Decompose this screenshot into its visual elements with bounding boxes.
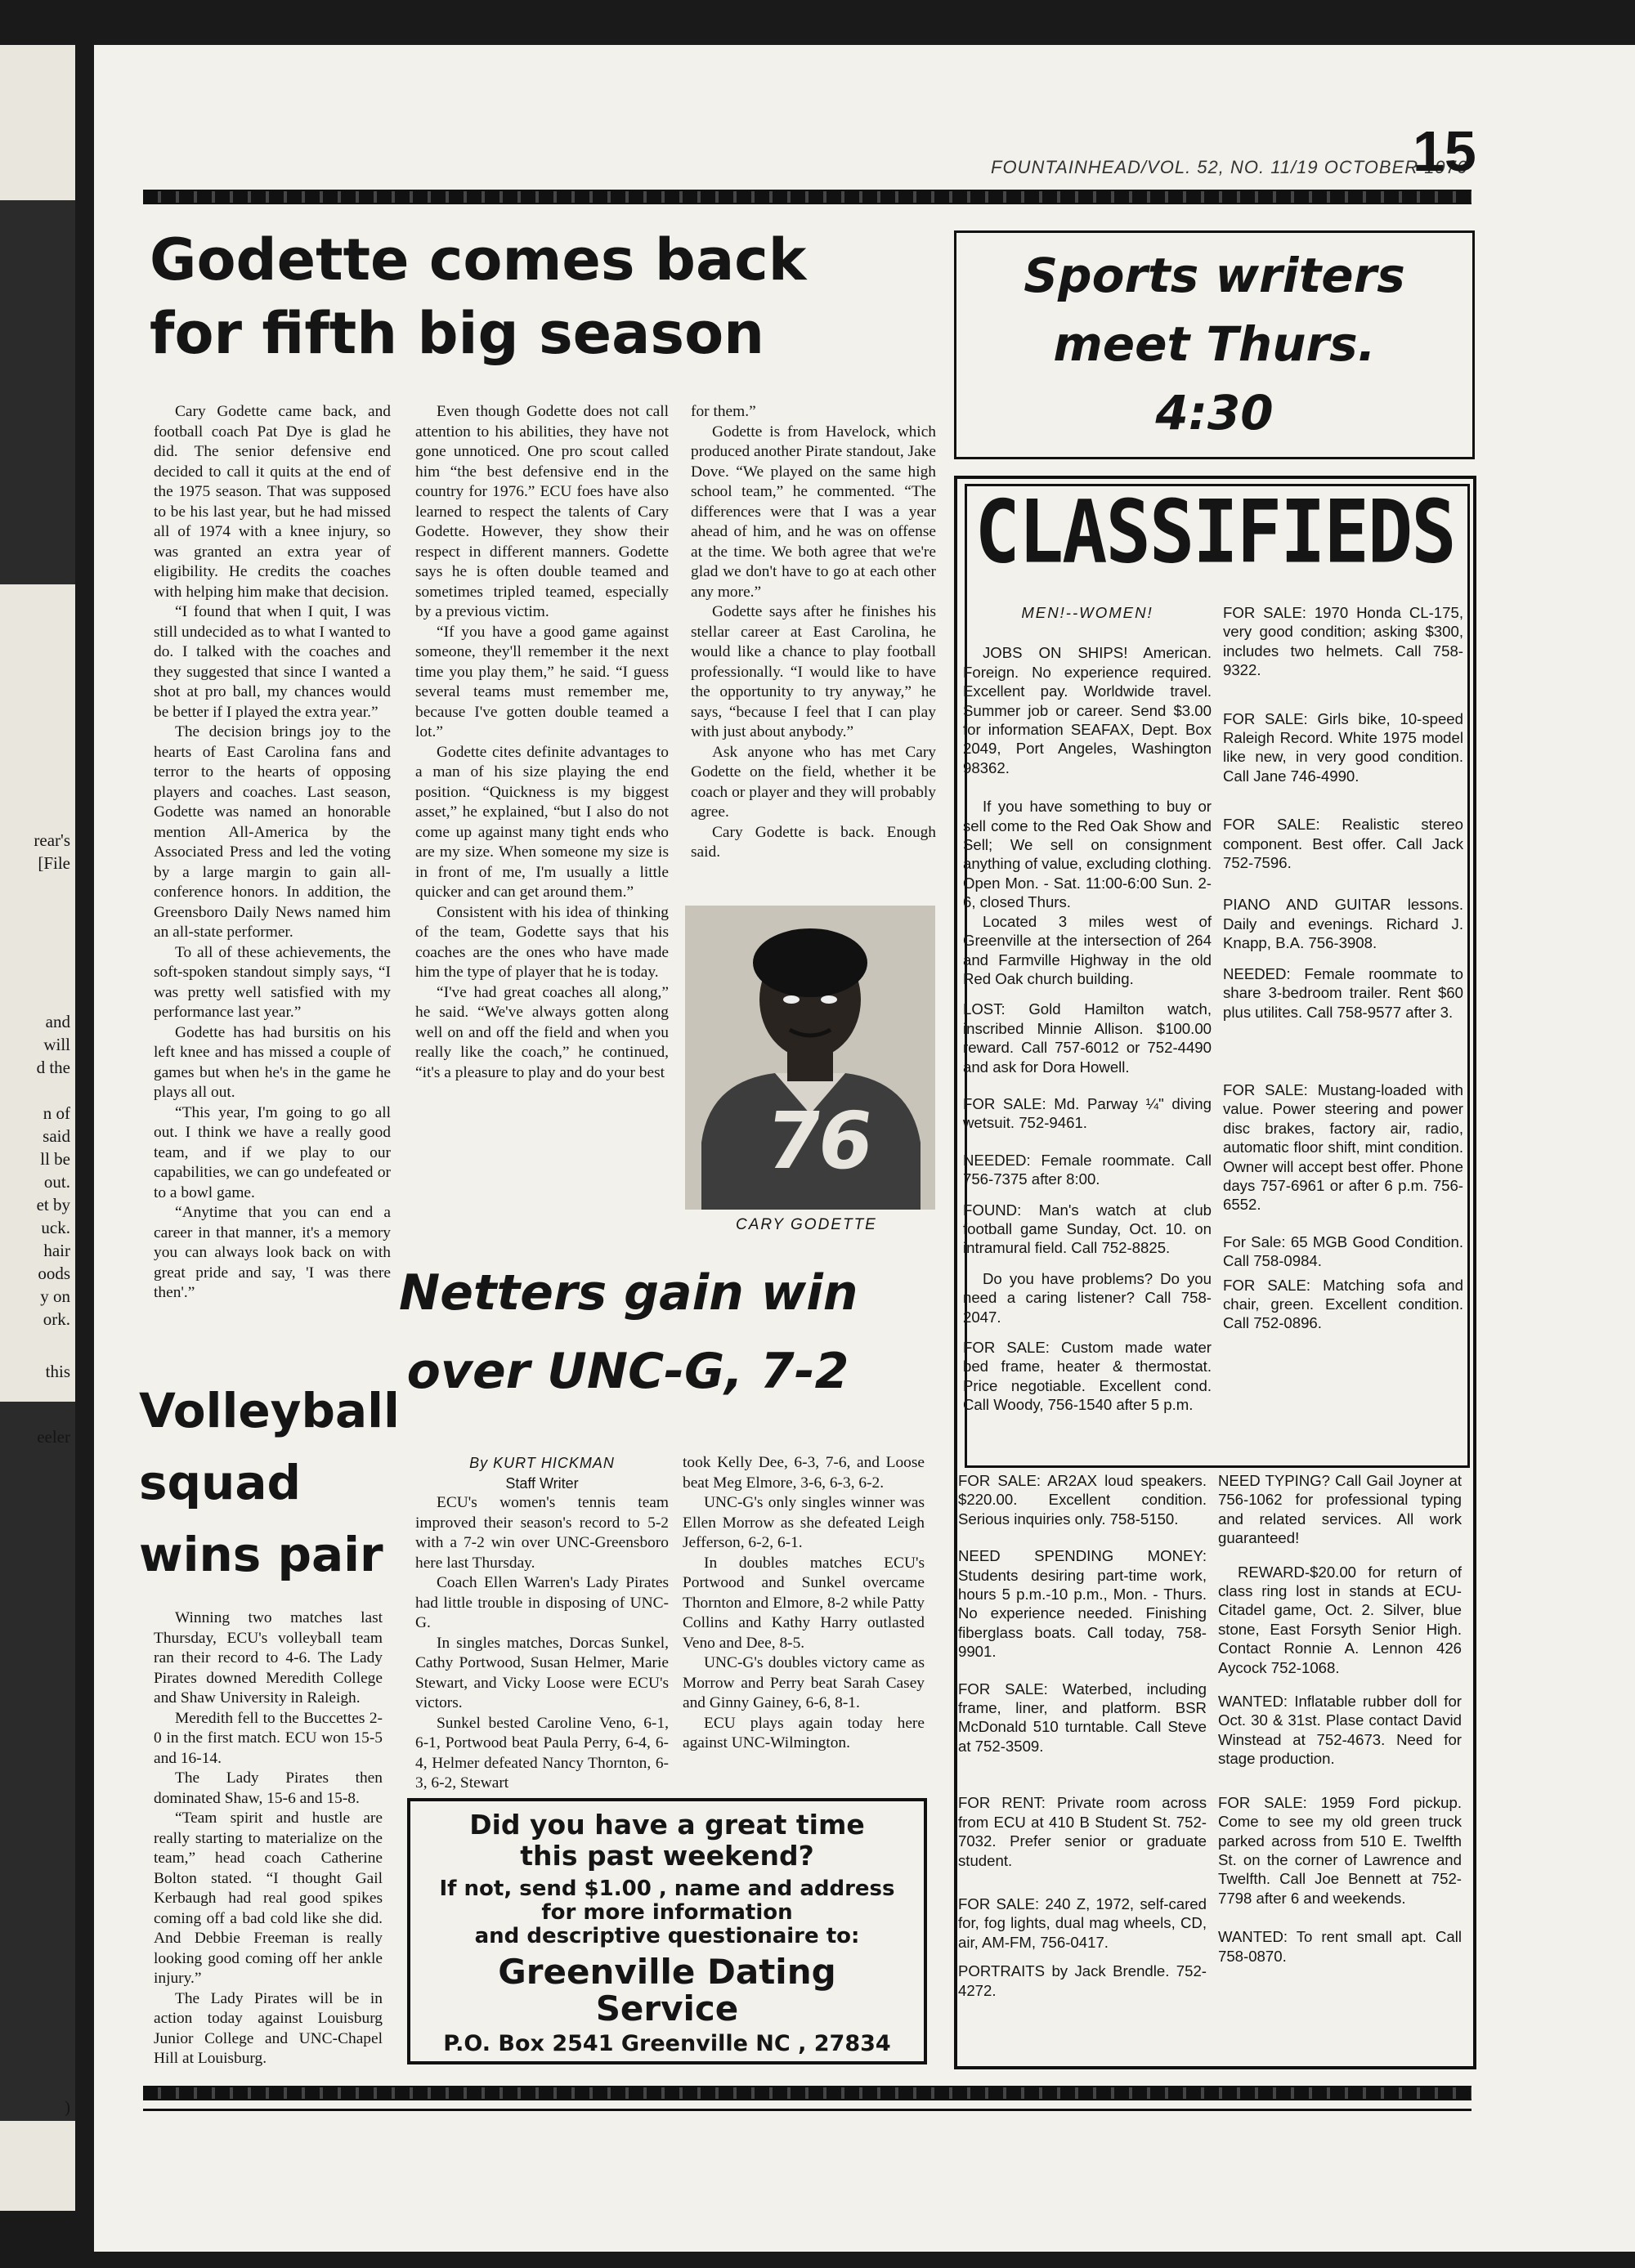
paragraph: ECU's women's tennis team improved their season's record to 5-2 with a 7-2 win over UNC-Greensboro here last Thursday. [415,1494,669,1572]
classified-ad: NEED TYPING? Call Gail Joyner at 756-1062 for professional typing and related services. All work guaranteed! [1218,1472,1462,1547]
classifieds-title: CLASSIFIEDS [974,481,1455,583]
paragraph: Ask anyone who has met Cary Godette on the field, whether it be coach or player and they will probably agree. [691,743,936,821]
volleyball-headline-line1: Volleyball [139,1383,400,1438]
photo-caption: CARY GODETTE [736,1216,877,1233]
classifieds-right-column [1223,603,1463,1333]
godette-column-2 [415,402,669,1083]
classified-ad: NEED SPENDING MONEY: Students desiring part-time work, hours 5 p.m.-10 p.m., Mon. - Thurs. No experience needed. Finishing fiberglass boats. Call today, 758-9901. [958,1547,1207,1661]
dating-line3: If not, send $1.00 , name and address [439,1877,895,1901]
previous-page-strip [0,45,75,2211]
classified-ad: NEEDED: Female roommate. Call 756-7375 after 8:00. [963,1151,1212,1188]
paragraph: for them.” [691,403,756,420]
volleyball-headline-line2: squad [139,1455,301,1510]
paragraph: Even though Godette does not call attention to his abilities, they have not gone unnoticed. One pro scout called him “the best defensive end in the country for 1976.” ECU foes have also learned to respect the talents of Cary Godette. However, they show their respect in different manners. Godette says he is often double teamed and sometimes tripled teamed, especially by a previous victim. [415,403,669,620]
classified-ad: FOUND: Man's watch at club football game Sunday, Oct. 10. on intramural field. Call 752-8825. [963,1201,1212,1257]
classified-ad: FOR SALE: Girls bike, 10-speed Raleigh Record. White 1975 model like new, in very good condition. Call Jane 746-4990. [1223,709,1463,785]
classified-ad: FOR SALE: Waterbed, including frame, liner, and platform. BSR McDonald 510 turntable. Call Steve at 752-3509. [958,1680,1207,1755]
classified-ad: JOBS ON SHIPS! American. Foreign. No experience required. Excellent pay. Worldwide travel. Summer job or career. Send $3.00 for information SEAFAX, Dept. Box 2049, Port Angeles, Washington 98362. [963,644,1212,776]
paragraph: Cary Godette is back. Enough said. [691,823,936,861]
classified-ad: FOR SALE: Mustang-loaded with value. Power steering and power disc brakes, factory air, radio, automatic floor shift, mint condition. Owner will accept best offer. Phone days 757-6961 or after 6 p.m. 756-6552. [1223,1080,1463,1214]
classifieds-lower-right-column [1218,1471,1462,1966]
paragraph: To all of these achievements, the soft-spoken standout simply says, “I was pretty well satisfied with my performance last year.” [154,943,391,1021]
classified-ad: FOR SALE: 240 Z, 1972, self-cared for, fog lights, dual mag wheels, CD, air, AM-FM, 756-0417. [958,1894,1207,1951]
paragraph: The decision brings joy to the hearts of East Carolina fans and terror to the hearts of opposing players and coaches. Last season, Godette was named an honorable mention All-America by the Associated Press and led the voting by a large margin to gain all-conference honors. In addition, the Greensboro Daily News named him an all-state performer. [154,723,391,941]
paragraph: ECU plays again today here against UNC-Wilmington. [683,1714,925,1751]
classified-ad: WANTED: Inflatable rubber doll for Oct. 30 & 31st. Plase contact David Winstead at 752-4673. Need for stage production. [1218,1693,1462,1768]
classified-ad: FOR SALE: AR2AX loud speakers. $220.00. Excellent condition. Serious inquiries only. 758-5150. [958,1472,1207,1528]
netters-column-1 [415,1453,669,1794]
classified-ad: FOR RENT: Private room across from ECU at 410 B Student St. 752-7032. Prefer senior or graduate student. [958,1794,1207,1869]
previous-page-photo-top [0,200,75,584]
paragraph: Godette has had bursitis on his left knee and has missed a couple of games but when he's in the game he plays all out. [154,1023,391,1101]
classified-ad: PORTRAITS by Jack Brendle. 752-4272. [958,1962,1207,1999]
classified-ad: PIANO AND GUITAR lessons. Daily and evenings. Richard J. Knapp, B.A. 756-3908. [1223,896,1463,952]
prev-frag: ) [65,2097,70,2117]
classified-ad: If you have something to buy or sell come to the Red Oak Show and Sell; We sell on consignment anything of value, excluding clothing. Open Mon. - Sat. 11:00-6:00 Sun. 2-6, closed Thurs. [963,798,1212,911]
paragraph: Coach Ellen Warren's Lady Pirates had little trouble in disposing of UNC-G. [415,1574,669,1631]
prev-frag: out. [43,1172,70,1192]
netters-column-2 [683,1453,925,1754]
classified-ad: FOR SALE: Matching sofa and chair, green. Excellent condition. Call 752-0896. [1223,1276,1463,1332]
paragraph: Meredith fell to the Buccettes 2-0 in the first match. ECU won 15-5 and 16-14. [154,1709,383,1767]
prev-frag: d the [36,1058,70,1077]
volleyball-headline-line3: wins pair [139,1527,383,1582]
godette-headline-line2: for fifth big season [150,300,764,367]
paragraph: took Kelly Dee, 6-3, 7-6, and Loose beat Meg Elmore, 3-6, 6-3, 6-2. [683,1454,925,1492]
prev-frag: this [45,1362,70,1381]
godette-photo [685,906,935,1210]
paragraph: “If you have a good game against someone, they'll remember it the next time you play them,” he said. “I guess several teams must remember me, because I've gotten double teamed a lot.” [415,623,669,740]
classified-ad: FOR SALE: Md. Parway ¼" diving wetsuit. 752-9461. [963,1094,1212,1132]
classifieds-lower-left-column [958,1471,1207,2000]
classified-ad: FOR SALE: 1959 Ford pickup. Come to see my old green truck parked across from 510 E. Twelfth St. on the corner of Lawrence and Twelfth. Call Joe Bennett at 752-7798 after 6 and weekends. [1218,1793,1462,1907]
netters-byline: By KURT HICKMAN [469,1455,615,1471]
prev-frag: et by [36,1195,70,1215]
prev-frag: [File [38,853,70,873]
paragraph: Godette is from Havelock, which produced another Pirate standout, Jake Dove. “We played on the same high school team,” he commented. “The differences were that I was a year ahead of him, and he was on offense at the time. We both agree that we're glad we don't have to go at each other any more.” [691,423,936,601]
prev-frag: ork. [43,1309,70,1329]
volleyball-column [154,1608,383,2069]
paragraph: “I found that when I quit, I was still undecided as to what I wanted to do. I talked with the coaches and they suggested that since I wanted a shot at pro ball, my chances would be better if I played the extra year.” [154,603,391,721]
classified-ad: FOR SALE: Realistic stereo component. Best offer. Call Jack 752-7596. [1223,816,1463,872]
prev-frag: rear's [34,830,70,850]
godette-column-3 [691,402,936,863]
prev-frag: said [43,1126,70,1146]
prev-frag: y on [40,1286,70,1306]
classified-ad: Do you have problems? Do you need a caring listener? Call 758-2047. [963,1269,1212,1326]
prev-frag: hair [43,1241,70,1260]
dating-line6: Greenville Dating [498,1952,836,1992]
prev-frag: eeler [37,1427,70,1447]
paragraph: UNC-G's only singles winner was Ellen Morrow as she defeated Leigh Jefferson, 6-2, 6-1. [683,1494,925,1551]
paragraph: “I've had great coaches all along,” he said. “We've always gotten along well on and off the field and when you really like the coach,” he continued, “it's a pleasure to play and do your best [415,983,669,1081]
previous-page-photo-bottom [0,1402,75,2121]
classified-ad: NEEDED: Female roommate to share 3-bedroom trailer. Rent $60 plus utilites. Call 758-9577 after 3. [1223,964,1463,1021]
classifieds-left-column [963,603,1212,1415]
paragraph: Consistent with his idea of thinking of the team, Godette says that his coaches are the ones who have made him the type of player that he is today. [415,903,669,981]
top-rule [143,190,1472,204]
jersey-number: 76 [760,1095,876,1187]
dating-line5: and descriptive questionaire to: [474,1924,860,1948]
dating-line8: P.O. Box 2541 Greenville NC , 27834 [443,2031,891,2056]
netters-headline-line1: Netters gain win [399,1264,858,1322]
bottom-rule [143,2086,1472,2100]
bottom-line [143,2109,1472,2111]
godette-headline-line1: Godette comes back [150,226,807,293]
paragraph: The Lady Pirates will be in action today against Louisburg Junior College and UNC-Chapel Hill at Louisburg. [154,1989,383,2067]
dating-line1: Did you have a great time [469,1809,865,1841]
paragraph: “This year, I'm going to go all out. I think we have a really good team, and if we play to our capabilities, we can go undefeated or to a bowl game. [154,1103,391,1201]
paragraph: Godette says after he finishes his stellar career at East Carolina, he would like a chance to play football professionally. “I would like to have the opportunity to try anyway,” he says, “because I feel that I can play with just about anybody.” [691,603,936,740]
prev-frag: uck. [41,1218,70,1237]
netters-byline-title: Staff Writer [505,1474,579,1492]
dating-line7: Service [595,1988,739,2029]
paragraph: Winning two matches last Thursday, ECU's volleyball team ran their record to 4-6. The Lady Pirates downed Meredith College and Shaw University in Raleigh. [154,1609,383,1707]
sports-writers-box [954,230,1475,459]
volleyball-headline [139,1375,400,1590]
prev-frag: n of [43,1103,70,1123]
paragraph: The Lady Pirates then dominated Shaw, 15-6 and 15-8. [154,1769,383,1807]
paragraph: Cary Godette came back, and football coach Pat Dye is glad he did. The senior defensive end decided to call it quits at the end of the 1975 season. That was supposed to be his last year, but he had missed all of 1974 with a knee injury, so was granted an extra year of eligibility. He credits the coaches with helping him make that decision. [154,403,391,601]
classified-ad: Located 3 miles west of Greenville at the intersection of 264 and Farmville Highway in the old Red Oak church building. [963,912,1212,987]
classified-ad: LOST: Gold Hamilton watch, inscribed Minnie Allison. $100.00 reward. Call 757-6012 or 752-4490 and ask for Dora Howell. [963,1000,1212,1076]
dating-service-ad [407,1798,927,2064]
classified-ad: WANTED: To rent small apt. Call 758-0870. [1218,1928,1462,1965]
paragraph: Godette cites definite advantages to a man of his size playing the end position. “Quickness is my biggest asset,” he explained, “but I also do not come up against many tight ends who are my size. When someone my size is in front of me, I'm usually a little quicker and can get around them.” [415,743,669,901]
dating-line4: for more information [541,1900,793,1925]
prev-frag: and [45,1012,70,1031]
sports-writers-line2: meet Thurs. [1053,316,1376,372]
paragraph: UNC-G's doubles victory came as Morrow and Perry beat Sarah Casey and Ginny Gainey, 6-6, 8-1. [683,1654,925,1711]
classified-heading: MEN!--WOMEN! [1021,604,1153,621]
paragraph: In singles matches, Dorcas Sunkel, Cathy Portwood, Susan Helmer, Marie Stewart, and Vicky Loose were ECU's victors. [415,1634,669,1711]
paragraph: In doubles matches ECU's Portwood and Sunkel overcame Thornton and Elmore, 8-2 while Patty Collins and Kathy Harry outlasted Veno and Dee, 8-5. [683,1554,925,1652]
sports-writers-line1: Sports writers [1024,248,1405,303]
netters-headline-line2: over UNC-G, 7-2 [406,1343,849,1400]
classified-ad: FOR SALE: 1970 Honda CL-175, very good condition; asking $300, includes two helmets. Call 758-9322. [1223,604,1463,679]
prev-frag: will [43,1035,70,1054]
folio-line: FOUNTAINHEAD/VOL. 52, NO. 11/19 OCTOBER 1976 [991,157,1468,177]
classified-ad: REWARD-$20.00 for return of class ring lost in stands at ECU-Citadel game, Oct. 2. Silver, blue stone, East Forsyth Senior High. Contact Ronnie A. Lennon 426 Aycock 752-1068. [1218,1563,1462,1676]
classified-ad: FOR SALE: Custom made water bed frame, heater & thermostat. Price negotiable. Excellent cond. Call Woody, 756-1540 after 5 p.m. [963,1339,1212,1414]
sports-writers-line3: 4:30 [1155,385,1274,441]
page-number: 15 [1413,119,1476,183]
godette-column-1 [154,402,391,1304]
paragraph: “Anytime that you can end a career in that manner, it's a memory you can always look back on with great pride and say, 'I was there then'.” [154,1204,391,1301]
classified-ad: For Sale: 65 MGB Good Condition. Call 758-0984. [1223,1232,1463,1270]
prev-frag: oods [38,1264,70,1283]
dating-line2: this past weekend? [520,1840,814,1872]
prev-frag: ll be [40,1149,70,1169]
paragraph: Sunkel bested Caroline Veno, 6-1, 6-1, Portwood beat Paula Perry, 6-4, 6-4, Helmer defeated Nancy Thornton, 6-3, 6-2, Stewart [415,1714,669,1792]
paragraph: “Team spirit and hustle are really starting to materialize on the team,” head coach Catherine Bolton stated. “I thought Gail Kerbaugh had real good spikes coming off a bad cold like she did. And Debbie Freeman is really looking good coming off her ankle injury.” [154,1809,383,1987]
